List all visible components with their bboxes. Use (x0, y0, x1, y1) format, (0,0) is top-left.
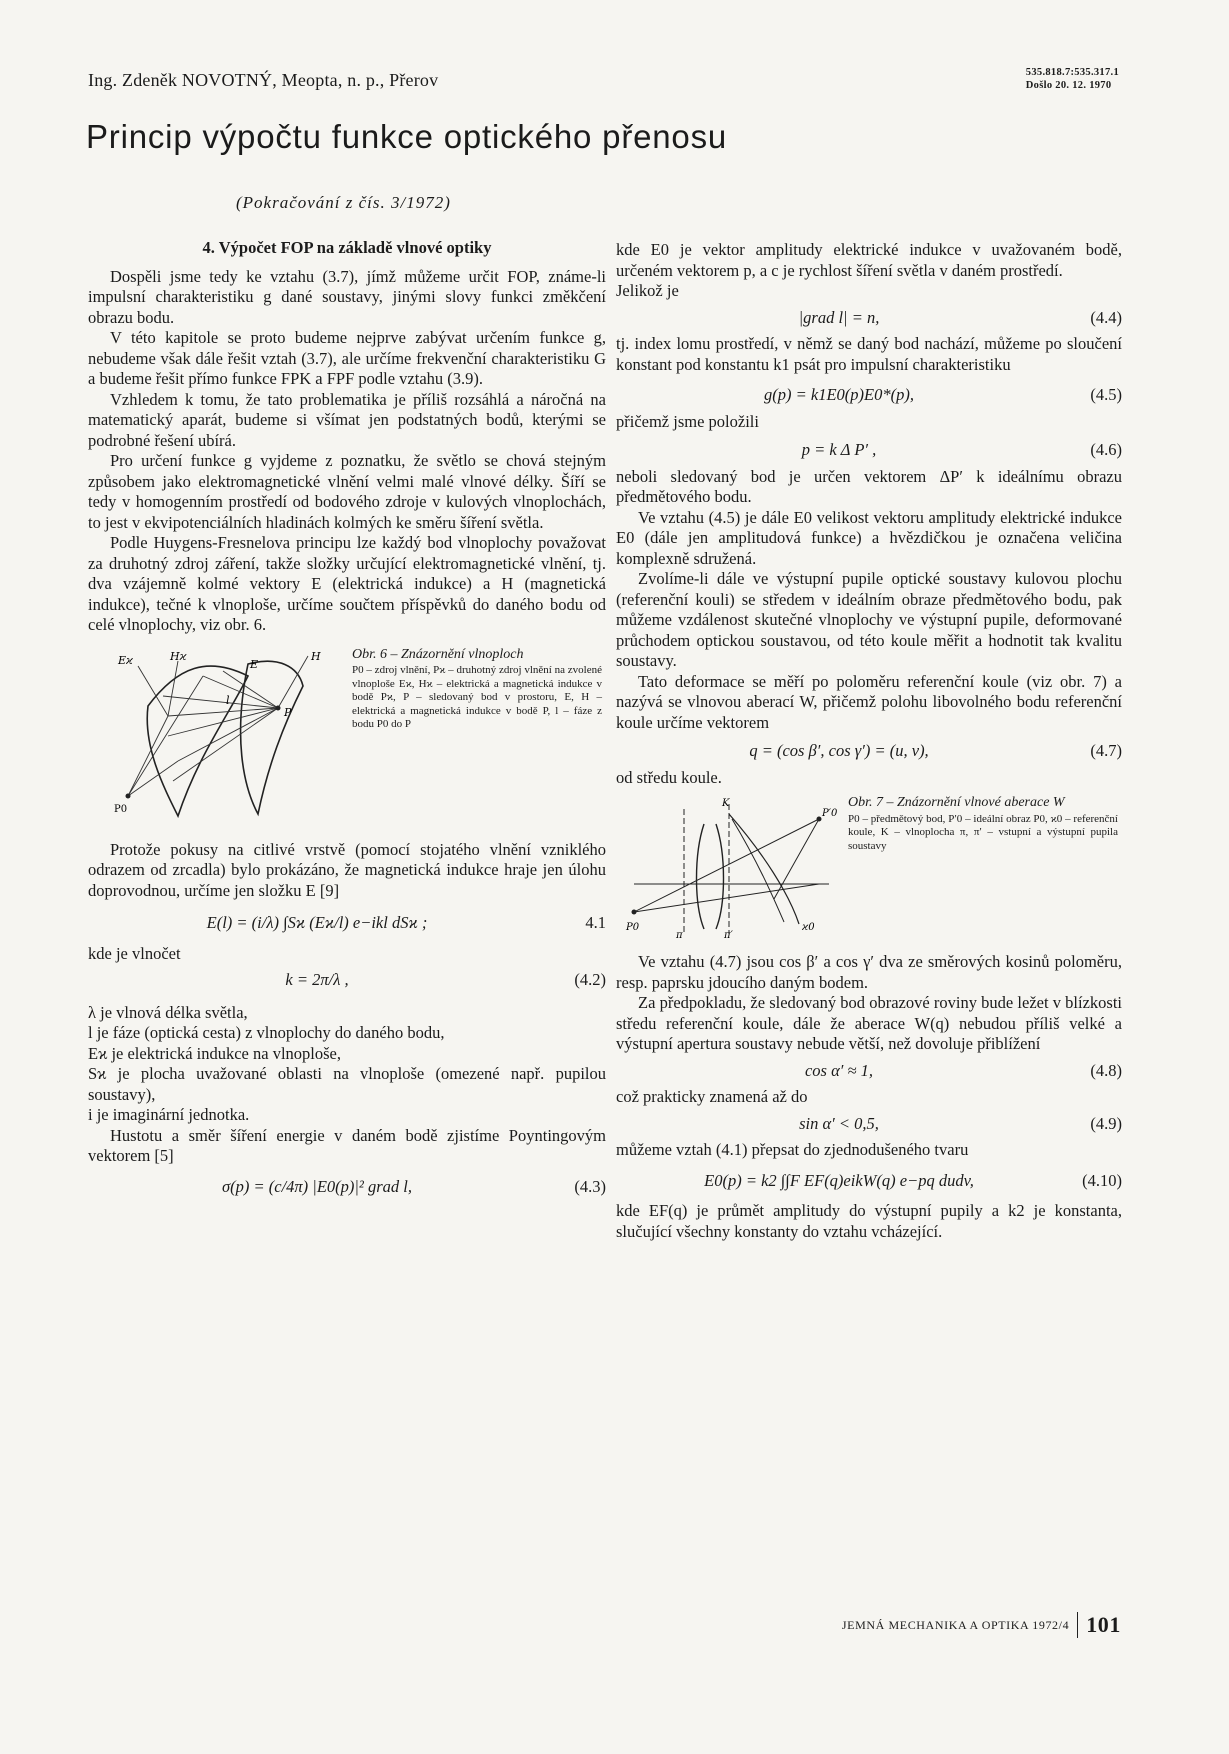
equation-number: (4.10) (1082, 1170, 1122, 1190)
fig7-label-pi-prime: π′ (724, 930, 733, 940)
paragraph: Pro určení funkce g vyjdeme z poznatku, že světlo se chová stejným způsobem jako elektromagnetické vlnění velmi malé vlnové délky. Šíří se tedy v homogenním prostředí od bodového zdroje v kulových vlnoplochách, to jest v ekvipotenciálních hladinách kolmých ke směru šíření světla. (88, 451, 606, 532)
paragraph: Protože pokusy na citlivé vrstvě (pomocí stojatého vlnění vzniklého odrazem od zrcadla) bylo prokázáno, že magnetická indukce hraje jen úlohu doprovodnou, určíme jen složku E [9] (88, 839, 606, 900)
received-date: Došlo 20. 12. 1970 (1025, 80, 1112, 91)
paragraph: od středu koule. (616, 767, 722, 787)
left-column (88, 238, 606, 1203)
equation-number: (4.6) (1090, 440, 1122, 459)
paragraph: přičemž jsme položili (616, 411, 759, 431)
equation-number: (4.2) (574, 970, 606, 989)
figure-7-title: Obr. 7 – Znázornění vlnové aberace W (848, 795, 1065, 810)
paragraph: Jelikož je (616, 281, 679, 300)
equation-4-2 (88, 970, 606, 991)
figure-7-legend: P0 – předmětový bod, P′0 – ideální obraz P0, ϰ0 – referenční koule, K – vlnoplocha π, π′ – vstupní a výstupní pupila soustavy (848, 812, 1118, 852)
paragraph: kde E0 je vektor amplitudy elektrické indukce v uvažovaném bodě, určeném vektorem p, a c je rychlost šíření světla v daném prostředí. (616, 240, 1122, 280)
aberration-diagram (624, 794, 844, 940)
definition-item: i je imaginární jednotka. (88, 1105, 250, 1124)
fig6-label-h: H (311, 649, 321, 663)
paragraph: kde je vlnočet (88, 943, 181, 963)
paragraph: Vzhledem k tomu, že tato problematika je příliš rozsáhlá a náročná na matematický aparát, budeme si všímat jen podstatných bodů, kterými se podrobné řešení ubírá. (88, 389, 606, 450)
paragraph: tj. index lomu prostředí, v němž se daný bod nachází, můžeme po sloučení konstant pod konstantu k1 psát pro impulsní charakteristiku (616, 334, 1122, 374)
fig6-label-p: P (284, 705, 292, 719)
fig6-label-l: l (226, 693, 230, 707)
definition-item: λ je vlnová délka světla, (88, 1002, 248, 1022)
paragraph: Hustotu a směr šíření energie v daném bodě zjistíme Poyntingovým vektorem [5] (88, 1125, 606, 1165)
paragraph: můžeme vztah (4.1) přepsat do zjednodušeného tvaru (616, 1140, 969, 1159)
fig7-label-p0-prime: P′0 (822, 808, 838, 819)
equation-4-4 (616, 308, 1122, 329)
equation-formula: p = k Δ P′ , (801, 440, 877, 459)
equation-4-5 (616, 385, 1122, 406)
figure-6-legend: P0 – zdroj vlnění, Pϰ – druhotný zdroj vlnění na zvolené vlnoploše Eϰ, Hϰ – elektrická a magnetická indukce v bodě Pϰ, P – sledovaný bod v prostoru, E, H – elektrická a magnetická indukce v bodě P, l – fáze z bodu P0 do P (352, 664, 602, 730)
equation-formula: E0(p) = k2 ∫∫F EF(q)eikW(q) e−pq dudv, (704, 1170, 974, 1190)
fig7-label-p0: P0 (626, 922, 640, 933)
journal-name: JEMNÁ MECHANIKA A OPTIKA 1972/4 (841, 1617, 1070, 1632)
paragraph: Podle Huygens-Fresnelova principu lze každý bod vlnoplochy považovat za druhotný zdroj záření, takže složky určující elektromagnetické vlnění, tj. dva vzájemně kolmé vektory E (elektrická indukce) a H (magnetická indukce), tečné k vlnoploše, určíme součtem příspěvků do daného bodu od celé vlnoplochy, viz obr. 6. (88, 533, 606, 634)
fig6-label-e-kappa: Eϰ (118, 653, 133, 667)
equation-4-9 (616, 1114, 1122, 1135)
udc-code: 535.818.7:535.317.1 (1025, 67, 1119, 78)
equation-4-8 (616, 1061, 1122, 1082)
paragraph: Zvolíme-li dále ve výstupní pupile optické soustavy kulovou plochu (referenční kouli) se středem v ideálním obraze předmětového bodu, pak můžeme vzdálenost skutečné vlnoplochy ve výstupní pupile, deformované průchodem optickou soustavou, od této koule měřit a hodnotit tak kvalitu soustavy. (616, 569, 1122, 670)
equation-4-6 (616, 440, 1122, 461)
paragraph: Tato deformace se měří po poloměru referenční koule (viz obr. 7) a nazývá se vlnovou aberací W, přičemž polohu libovolného bodu referenční koule určíme vektorem (616, 671, 1122, 732)
paragraph: neboli sledovaný bod je určen vektorem ΔP′ k ideálnímu obrazu předmětového bodu. (616, 466, 1122, 506)
section-heading: 4. Výpočet FOP na základě vlnové optiky (202, 238, 492, 257)
definition-item: Sϰ je plocha uvažované oblasti na vlnoploše (omezené např. pupilou soustavy), (88, 1064, 606, 1104)
equation-number: 4.1 (585, 913, 606, 932)
equation-number: (4.7) (1090, 741, 1122, 760)
equation-4-1 (88, 913, 606, 934)
article-title: Princip výpočtu funkce optického přenosu (86, 118, 728, 155)
figure-7-caption (848, 796, 1118, 853)
definition-item: Eϰ je elektrická indukce na vlnoploše, (88, 1043, 341, 1063)
paragraph: Za předpokladu, že sledovaný bod obrazové roviny bude ležet v blízkosti středu referenční koule, dále že aberace W(q) nebudou příliš velké a výstupní apertura soustavy nebude větší, než dovoluje přiblížení (616, 993, 1122, 1053)
paragraph: kde EF(q) je průmět amplitudy do výstupní pupily a k2 je konstanta, slučující všechny konstanty do vztahu vcházející. (616, 1201, 1122, 1241)
fig6-label-p0: P0 (114, 803, 128, 815)
equation-formula: q = (cos β′, cos γ′) = (u, v), (749, 741, 929, 760)
equation-formula: k = 2π/λ , (285, 970, 349, 989)
fig7-label-pi: π (676, 930, 683, 940)
author-line: Ing. Zdeněk NOVOTNÝ, Meopta, n. p., Přerov (88, 70, 439, 90)
page-footer (842, 1612, 1121, 1638)
equation-formula: |grad l| = n, (798, 307, 880, 327)
equation-formula: cos α′ ≈ 1, (804, 1060, 874, 1080)
fig6-label-e: E (250, 657, 259, 671)
equation-formula: σ(p) = (c/4π) |E0(p)|² grad l, (221, 1176, 413, 1196)
udc-block (1026, 66, 1119, 92)
equation-number: (4.8) (1090, 1060, 1122, 1080)
fig7-label-kappa0: ϰ0 (802, 922, 815, 933)
paragraph: Ve vztahu (4.7) jsou cos β′ a cos γ′ dva ze směrových kosinů poloměru, resp. paprsku jdoucího daným bodem. (616, 952, 1122, 992)
fig7-label-k: K (722, 798, 730, 809)
page-number: 101 (1077, 1612, 1121, 1638)
figure-6 (88, 644, 606, 834)
figure-7 (616, 794, 1122, 944)
equation-number: (4.5) (1090, 385, 1122, 404)
equation-4-10 (616, 1171, 1122, 1192)
equation-4-3 (88, 1177, 606, 1198)
equation-formula: E(l) = (i/λ) ∫Sϰ (Eϰ/l) e−ikl dSϰ ; (206, 913, 428, 932)
paragraph: V této kapitole se proto budeme nejprve zabývat určením funkce g, nebudeme však dále řešit vztah (3.7), ale určíme frekvenční charakteristiku G a budeme řešit přímo funkce FPK a FPF podle vztahu (3.9). (88, 328, 606, 388)
fig6-label-h-kappa: Hϰ (170, 649, 187, 663)
equation-4-7 (616, 741, 1122, 762)
paragraph: což prakticky znamená až do (616, 1087, 808, 1106)
right-column (616, 240, 1122, 1242)
equation-number: (4.4) (1090, 307, 1122, 327)
figure-6-title: Obr. 6 – Znázornění vlnoploch (352, 646, 524, 662)
wavefront-diagram (108, 646, 328, 826)
equation-formula: g(p) = k1E0(p)E0*(p), (764, 385, 914, 404)
equation-number: (4.3) (574, 1176, 606, 1196)
symbol-definitions (88, 1003, 606, 1126)
definition-item: l je fáze (optická cesta) z vlnoplochy do daného bodu, (88, 1023, 445, 1042)
equation-formula: sin α′ < 0,5, (799, 1113, 879, 1133)
figure-6-caption (352, 648, 602, 732)
paragraph: Ve vztahu (4.5) je dále E0 velikost vektoru amplitudy elektrické indukce E0 (dále jen amplitudová funkce) a hvězdičkou je označena veličina komplexně sdružená. (616, 507, 1122, 568)
equation-number: (4.9) (1090, 1113, 1122, 1133)
article-subtitle: (Pokračování z čís. 3/1972) (236, 193, 451, 212)
paragraph: Dospěli jsme tedy ke vztahu (3.7), jímž můžeme určit FOP, známe-li impulsní charakteristiku g dané soustavy, jinými slovy funkci změkčení obrazu bodu. (88, 266, 606, 327)
